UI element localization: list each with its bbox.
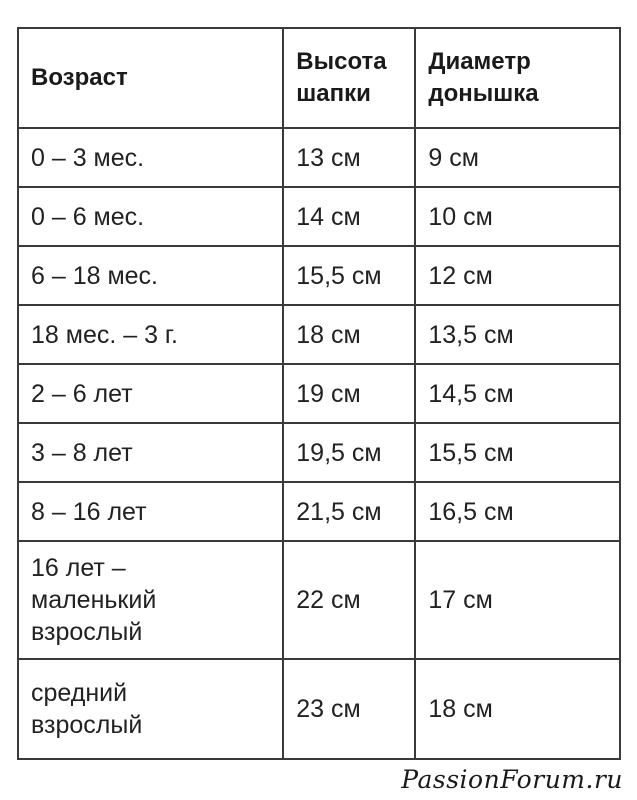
table-header-row xyxy=(18,28,620,128)
cell-crown-diameter: 9 см xyxy=(415,128,620,187)
cell-hat-height: 18 см xyxy=(283,305,415,364)
cell-age: 8 – 16 лет xyxy=(18,482,283,541)
watermark: PassionForum.ru xyxy=(401,765,623,794)
table-row xyxy=(18,246,620,305)
cell-age: 3 – 8 лет xyxy=(18,423,283,482)
table-row xyxy=(18,541,620,659)
cell-age: 0 – 3 мес. xyxy=(18,128,283,187)
header-crown-diameter: Диаметр донышка xyxy=(415,28,620,128)
cell-hat-height: 15,5 см xyxy=(283,246,415,305)
table-row xyxy=(18,128,620,187)
cell-crown-diameter: 12 см xyxy=(415,246,620,305)
cell-hat-height: 19 см xyxy=(283,364,415,423)
table-row xyxy=(18,423,620,482)
table-row xyxy=(18,305,620,364)
cell-hat-height: 14 см xyxy=(283,187,415,246)
cell-hat-height: 23 см xyxy=(283,659,415,759)
cell-age: 6 – 18 мес. xyxy=(18,246,283,305)
cell-age: 2 – 6 лет xyxy=(18,364,283,423)
cell-crown-diameter: 18 см xyxy=(415,659,620,759)
cell-hat-height: 19,5 см xyxy=(283,423,415,482)
cell-hat-height: 22 см xyxy=(283,541,415,659)
table-row xyxy=(18,187,620,246)
cell-age: 16 лет – маленький взрослый xyxy=(18,541,283,659)
cell-hat-height: 21,5 см xyxy=(283,482,415,541)
cell-age: средний взрослый xyxy=(18,659,283,759)
cell-crown-diameter: 14,5 см xyxy=(415,364,620,423)
cell-crown-diameter: 16,5 см xyxy=(415,482,620,541)
cell-age: 0 – 6 мес. xyxy=(18,187,283,246)
cell-crown-diameter: 15,5 см xyxy=(415,423,620,482)
cell-crown-diameter: 17 см xyxy=(415,541,620,659)
size-table xyxy=(17,27,621,760)
table-row xyxy=(18,364,620,423)
cell-crown-diameter: 13,5 см xyxy=(415,305,620,364)
header-age: Возраст xyxy=(18,28,283,128)
header-hat-height: Высота шапки xyxy=(283,28,415,128)
table-row xyxy=(18,482,620,541)
cell-crown-diameter: 10 см xyxy=(415,187,620,246)
table-row xyxy=(18,659,620,759)
cell-hat-height: 13 см xyxy=(283,128,415,187)
cell-age: 18 мес. – 3 г. xyxy=(18,305,283,364)
